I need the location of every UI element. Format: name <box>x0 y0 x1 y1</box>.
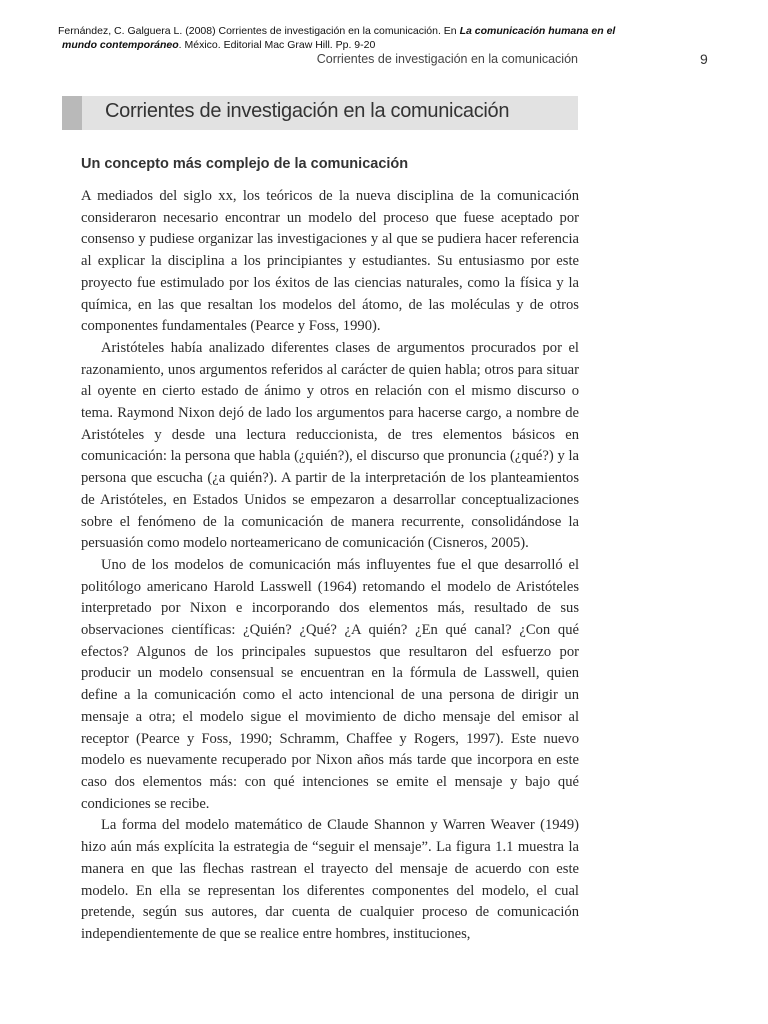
paragraph-2: Aristóteles había analizado diferentes clases de argumentos procurados por el razonamiento, unos argumentos referidos al carácter de quien habla; otros para situar al oyente en cierto estado de ánimo y otros en relación con el mismo discurso o tema. Raymond Nixon dejó de lado los argumentos para hacerse cargo, a nombre de Aristóteles y desde una lectura reduccionista, de tres elementos básicos en comunicación: la persona que habla (¿quién?), el discurso que pronuncia (¿qué?) y la persona que escucha (¿a quién?). A partir de la interpretación de los planteamientos de Aristóteles, en Estados Unidos se empezaron a desarrollar conceptualizaciones sobre el fenómeno de la comunicación de manera recurrente, consolidándose la persuasión como modelo norteamericano de comunicación (Cisneros, 2005). <box>81 339 579 552</box>
body-text <box>81 186 579 946</box>
citation-book-title-1: La comunicación humana en el <box>459 25 616 37</box>
citation-suffix: . México. Editorial Mac Graw Hill. Pp. 9-20 <box>178 39 376 51</box>
paragraph-3: Uno de los modelos de comunicación más influyentes fue el que desarrolló el politólogo americano Harold Lasswell (1964) retomando el modelo de Aristóteles interpretado por Nixon e incorporando dos elementos más, resultado de sus observaciones científicas: ¿Quién? ¿Qué? ¿A quién? ¿En qué canal? ¿Con qué efectos? Algunos de los principales supuestos que resultaron del esfuerzo por producir un modelo consensual se encuentran en la fórmula de Lasswell, quien define a la comunicación como el acto intencional de una persona de dirigir un mensaje a otra; el modelo sigue el movimiento de dicho mensaje del emisor al receptor (Pearce y Foss, 1990; Schramm, Chaffee y Rogers, 1997). Este nuevo modelo es nuevamente recuperado por Nixon años más tarde que incorpora en este caso dos elementos más: con qué intenciones se emite el mensaje y bajo qué condiciones se recibe. <box>81 556 579 812</box>
citation-header <box>58 24 678 52</box>
citation-book-title-2: mundo contemporáneo <box>62 39 179 51</box>
section-heading: Un concepto más complejo de la comunicación <box>81 156 409 172</box>
citation-prefix: Fernández, C. Galguera L. (2008) Corrientes de investigación en la comunicación. En <box>58 25 460 37</box>
paragraph-1: A mediados del siglo xx, los teóricos de la nueva disciplina de la comunicación consideraron necesario encontrar un modelo del proceso que fuese aceptado por consenso y pudiese organizar las investigaciones y al que se pudiera hacer referencia al explicar la disciplina a los principiantes y estudiantes. Su entusiasmo por este proyecto fue estimulado por los éxitos de las ciencias naturales, como la física y la química, en las que resaltan los modelos del átomo, de las moléculas y de otros componentes fundamentales (Pearce y Foss, 1990). <box>81 188 579 335</box>
chapter-title-bar <box>62 96 578 130</box>
chapter-title: Corrientes de investigación en la comunicación <box>105 100 510 122</box>
chapter-bar-accent <box>62 96 82 130</box>
paragraph-4: La forma del modelo matemático de Claude Shannon y Warren Weaver (1949) hizo aún más explícita la estrategia de “seguir el mensaje”. La figura 1.1 muestra la manera en que las flechas rastrean el trayecto del mensaje de acuerdo con este modelo. En ella se representan los diferentes componentes del modelo, el cual pretende, según sus autores, dar cuenta de cualquier proceso de comunicación independientemente de que se realice entre hombres, instituciones, <box>81 817 579 942</box>
page-number: 9 <box>700 51 708 67</box>
running-head: Corrientes de investigación en la comunicación <box>316 52 578 66</box>
